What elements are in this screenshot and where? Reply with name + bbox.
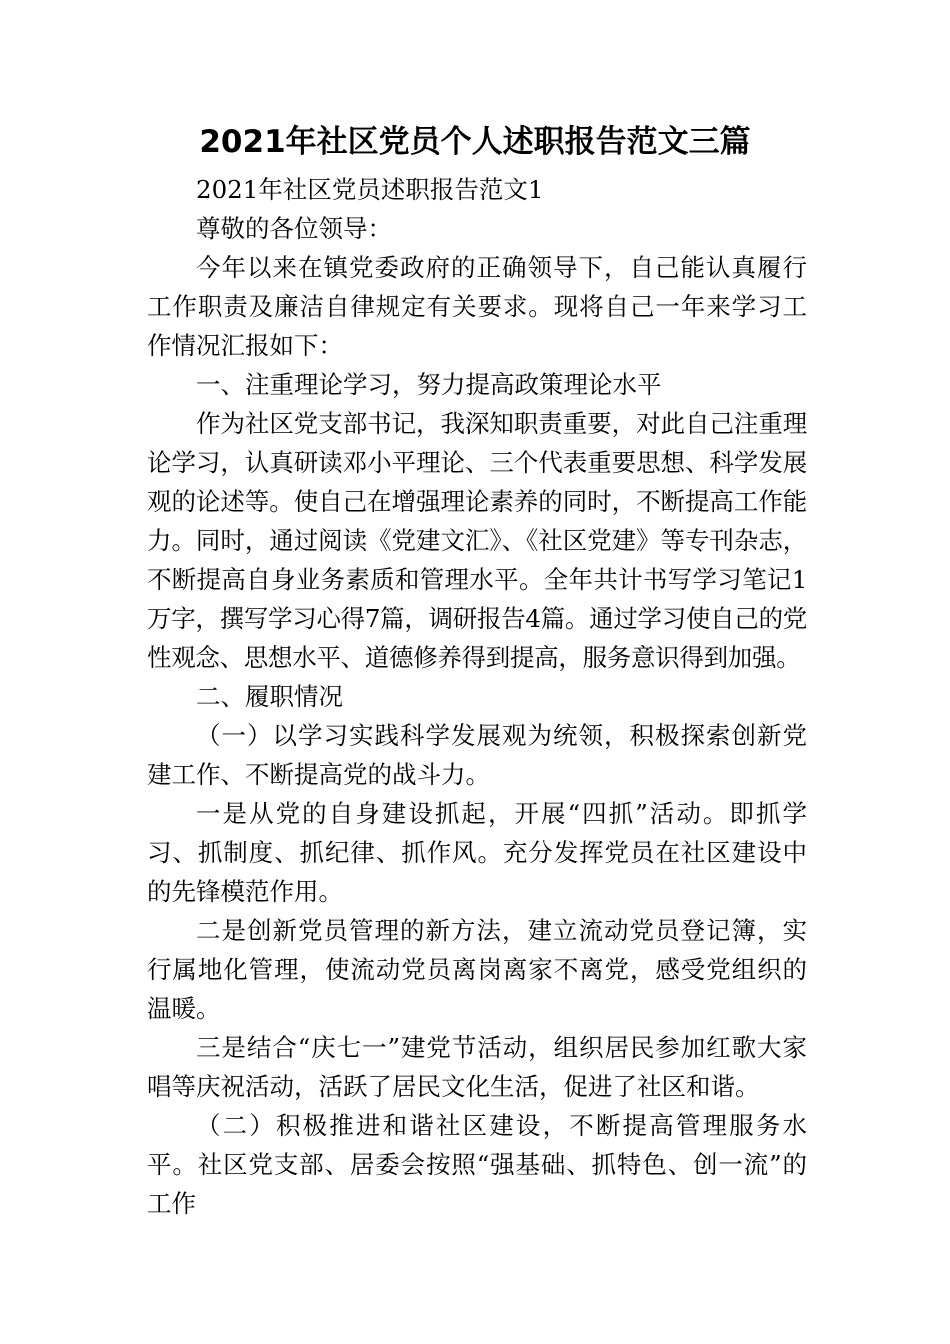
subtitle-paragraph: 2021年社区党员述职报告范文1 [196,175,544,204]
document-title: 2021年社区党员个人述职报告范文三篇 [199,124,751,160]
subsection-1-paragraph: （一）以学习实践科学发展观为统领，积极探索创新党建工作、不断提高党的战斗力。 [147,721,807,789]
intro-paragraph: 今年以来在镇党委政府的正确领导下，自己能认真履行工作职责及廉洁自律规定有关要求。现将自己一年来学习工作情况汇报如下： [147,253,807,360]
point-1-paragraph: 一是从党的自身建设抓起，开展“四抓”活动。即抓学习、抓制度、抓纪律、抓作风。充分发挥党员在社区建设中的先锋模范作用。 [147,799,807,906]
subsection-2-paragraph: （二）积极推进和谐社区建设，不断提高管理服务水平。社区党支部、居委会按照“强基础、抓特色、创一流”的工作 [147,1111,807,1218]
salutation-paragraph: 尊敬的各位领导： [196,214,392,243]
study-paragraph: 作为社区党支部书记，我深知职责重要，对此自己注重理论学习，认真研读邓小平理论、三个代表重要思想、科学发展观的论述等。使自己在增强理论素养的同时，不断提高工作能力。同时，通过阅读《党建文汇》、《社区党建》等专刊杂志，不断提高自身业务素质和管理水平。全年共计书写学习笔记1万字，撰写学习心得7篇，调研报告4篇。通过学习使自己的党性观念、思想水平、道德修养得到提高，服务意识得到加强。 [147,409,807,672]
point-2-paragraph: 二是创新党员管理的新方法，建立流动党员登记簿，实行属地化管理，使流动党员离岗离家不离党，感受党组织的温暖。 [147,916,807,1023]
document-body [147,170,807,1223]
point-3-paragraph: 三是结合“庆七一”建党节活动，组织居民参加红歌大家唱等庆祝活动，活跃了居民文化生活，促进了社区和谐。 [147,1033,807,1101]
section-heading-1: 一、注重理论学习，努力提高政策理论水平 [196,370,662,399]
section-heading-2: 二、履职情况 [196,682,343,711]
